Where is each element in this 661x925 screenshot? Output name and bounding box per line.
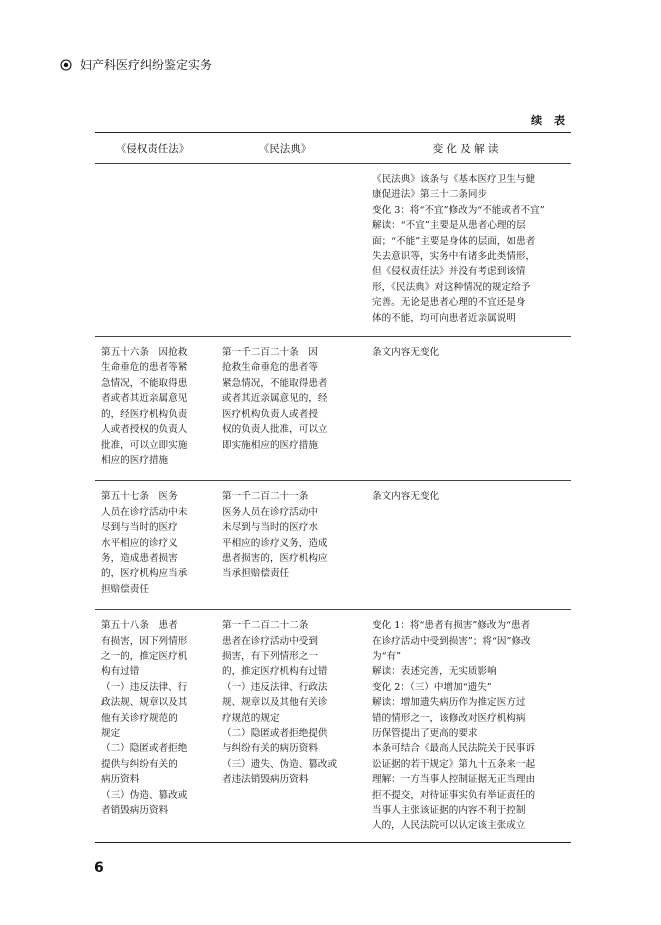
text-line: 人的，人民法院可以认定该主张成立: [372, 820, 526, 832]
text-line: 变化 3：将“不宜”修改为“不能或者不宜”: [372, 204, 545, 216]
text-line: 但《侵权责任法》并没有考虑到该情: [372, 266, 526, 278]
civil-code-cell: [210, 345, 360, 468]
text-line: 提供与纠纷有关的: [101, 758, 178, 770]
text-line: （二）隐匿或者拒绝: [101, 743, 188, 755]
text-line: 者或者其近亲属意见: [101, 393, 188, 405]
text-line: 变化 2：（三）中增加“遗失”: [372, 681, 492, 693]
text-line: 批准，可以立即实施: [101, 439, 188, 451]
text-line: 有损害，因下列情形: [101, 635, 188, 647]
column-header-tort-law: 《侵权责任法》: [115, 142, 190, 155]
tort-law-cell: [95, 489, 210, 597]
text-line: 康促进法》第三十二条同步: [372, 189, 488, 201]
text-line: 第一千二百二十一条: [222, 491, 309, 503]
text-line: 形，《民法典》对这种情况的规定给予: [372, 281, 531, 293]
text-line: （一）违反法律、行: [101, 681, 188, 693]
text-line: 急情况，不能取得患: [101, 377, 188, 389]
text-line: 权的负责人批准，可以立: [222, 424, 328, 436]
text-line: 务，造成患者损害: [101, 552, 178, 564]
table-bottom-rule: [95, 842, 571, 843]
page-number: 6: [94, 860, 104, 876]
changes-cell: [360, 489, 571, 597]
text-line: 疗规范的规定: [222, 712, 280, 724]
text-line: 历保管提出了更高的要求: [372, 728, 478, 739]
table-header-row: [95, 133, 571, 163]
target-circle-icon: [60, 59, 72, 71]
table-row: [95, 481, 571, 609]
text-line: 之一的，推定医疗机: [101, 650, 188, 662]
text-line: 讼证据的若干规定》第九十五条来一起: [372, 758, 536, 770]
text-line: 相应的医疗措施: [101, 454, 169, 466]
text-line: 尽到与当时的医疗: [101, 522, 178, 534]
text-line: 解读：增加遗失病历作为推定医方过: [372, 697, 526, 709]
text-line: 失去意识等，实务中有诸多此类情形，: [372, 251, 536, 263]
text-line: 的，医疗机构应当承: [101, 568, 188, 580]
text-line: 构有过错: [101, 666, 140, 678]
table-row: [95, 337, 571, 480]
text-line: 错的情形之一，该修改对医疗机构病: [372, 712, 526, 724]
text-line: 第一千二百二十条 因: [222, 347, 318, 359]
text-line: 解读：表述完善，无实质影响: [372, 666, 497, 678]
text-line: 规、规章以及其他有关诊: [222, 697, 328, 709]
tort-law-cell: [95, 345, 210, 468]
text-line: 第一千二百二十二条: [222, 620, 309, 632]
text-line: 平相应的诊疗义务，造成: [222, 537, 328, 549]
changes-cell: [360, 172, 571, 326]
text-line: 者违法销毁病历资料: [222, 774, 309, 786]
text-line: 担赔偿责任: [101, 583, 149, 595]
text-line: 即实施相应的医疗措施: [222, 439, 318, 451]
text-line: 人或者授权的负责人: [101, 424, 188, 436]
text-line: 体的不能，均可向患者近亲属说明: [372, 312, 516, 324]
civil-code-cell: [210, 618, 360, 834]
tort-law-cell: [95, 618, 210, 834]
text-line: 未尽到与当时的医疗水: [222, 522, 318, 534]
text-line: 条文内容无变化: [372, 491, 440, 503]
text-line: 完善。无论是患者心理的不宜还是身: [372, 297, 526, 309]
text-line: 条文内容无变化: [372, 347, 440, 359]
text-line: 变化 1：将“患者有损害”修改为“患者: [372, 620, 531, 632]
civil-code-cell: [210, 489, 360, 597]
text-line: 水平相应的诊疗义: [101, 537, 178, 549]
text-line: 者销毁病历资料: [101, 805, 169, 817]
text-line: 损害，有下列情形之一: [222, 650, 318, 662]
text-line: 患者损害的，医疗机构应: [222, 552, 328, 564]
text-line: 人员在诊疗活动中未: [101, 506, 188, 518]
text-line: 的，推定医疗机构有过错: [222, 666, 328, 678]
text-line: （二）隐匿或者拒绝提供: [222, 728, 328, 739]
text-line: 或者其近亲属意见的，经: [222, 393, 328, 405]
table-row: [95, 164, 571, 336]
text-line: 拒不提交，对待证事实负有举证责任的: [372, 789, 536, 801]
text-line: 第五十七条 医务: [101, 491, 178, 503]
text-line: 解读：“不宜”主要是从患者心理的层: [372, 220, 526, 232]
text-line: 医疗机构负责人或者授: [222, 408, 318, 420]
running-header: [60, 56, 212, 73]
header-title: 妇产科医疗纠纷鉴定实务: [80, 58, 213, 72]
comparison-table: [95, 132, 571, 843]
changes-cell: [360, 618, 571, 834]
text-line: 规定: [101, 728, 121, 739]
civil-code-cell: [210, 172, 360, 326]
text-line: 面；“不能”主要是身体的层面，如患者: [372, 235, 536, 247]
text-line: 本条可结合《最高人民法院关于民事诉: [372, 743, 536, 755]
changes-cell: [360, 345, 571, 468]
text-line: 医务人员在诊疗活动中: [222, 506, 318, 518]
text-line: 他有关诊疗规范的: [101, 712, 178, 724]
text-line: （三）遗失、伪造、篡改或: [222, 758, 338, 770]
text-line: 生命垂危的患者等紧: [101, 362, 188, 374]
text-line: 抢救生命垂危的患者等: [222, 362, 318, 374]
text-line: 在诊疗活动中受到损害”；将“因”修改: [372, 635, 531, 647]
text-line: 当承担赔偿责任: [222, 568, 290, 580]
text-line: 紧急情况，不能取得患者: [222, 377, 328, 389]
continued-label: 续 表: [531, 114, 569, 127]
text-line: 理解：一方当事人控制证据无正当理由: [372, 774, 536, 786]
text-line: 当事人主张该证据的内容不利于控制: [372, 805, 526, 817]
column-header-civil-code: 《民法典》: [258, 142, 312, 155]
table-row: [95, 610, 571, 834]
text-line: （三）伪造、篡改或: [101, 789, 188, 801]
tort-law-cell: [95, 172, 210, 326]
text-line: （一）违反法律、行政法: [222, 681, 328, 693]
text-line: 《民法典》该条与《基本医疗卫生与健: [372, 174, 536, 185]
column-header-changes: 变 化 及 解 读: [432, 142, 499, 155]
text-line: 第五十八条 患者: [101, 620, 178, 632]
text-line: 病历资料: [101, 774, 140, 786]
text-line: 为“有”: [372, 650, 401, 662]
text-line: 第五十六条 因抢救: [101, 347, 188, 359]
text-line: 政法规、规章以及其: [101, 697, 188, 709]
text-line: 与纠纷有关的病历资料: [222, 743, 318, 755]
text-line: 患者在诊疗活动中受到: [222, 635, 318, 647]
text-line: 的，经医疗机构负责: [101, 408, 188, 420]
